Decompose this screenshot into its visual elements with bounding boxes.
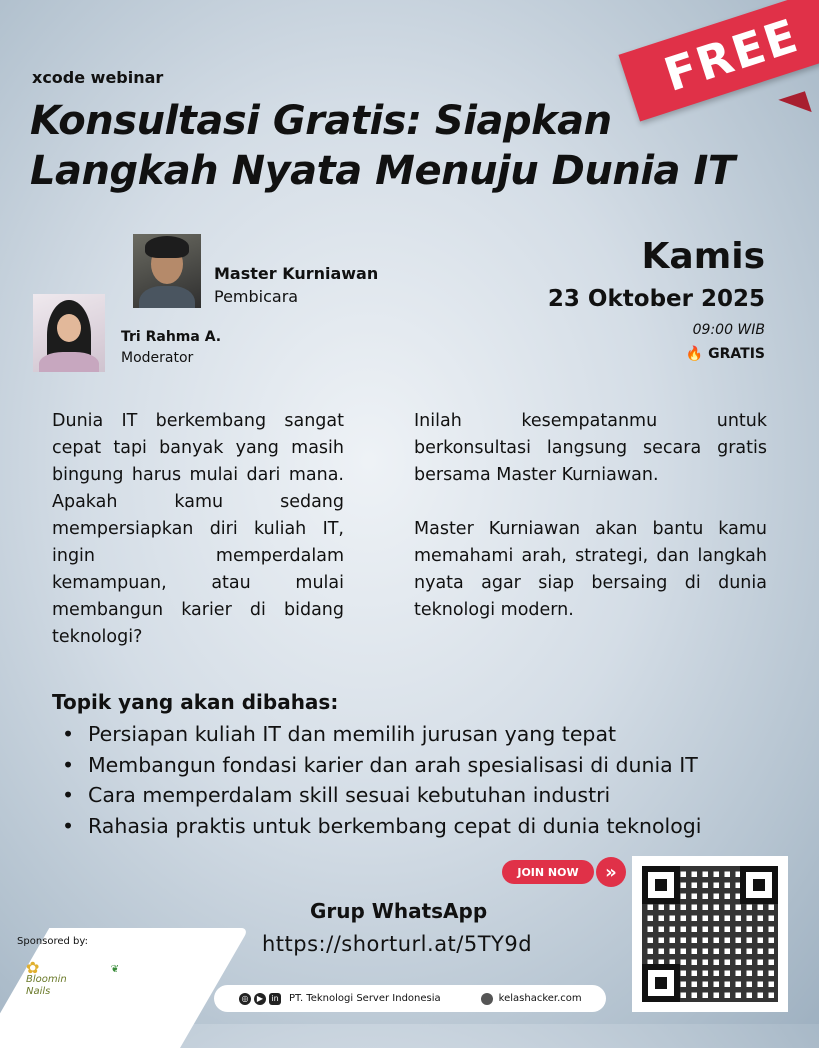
title-line-2: Langkah Nyata Menuju Dunia IT bbox=[30, 148, 735, 194]
sponsor-label: Sponsored by: bbox=[17, 936, 88, 947]
whatsapp-group-label: Grup WhatsApp bbox=[310, 899, 488, 923]
event-price bbox=[686, 346, 765, 362]
topic-item: • Persiapan kuliah IT dan memilih jurusan yang tepat bbox=[62, 719, 701, 750]
title-line-1: Konsultasi Gratis: Siapkan bbox=[30, 98, 612, 144]
moderator-name: Tri Rahma A. bbox=[121, 329, 222, 345]
footer-company: PT. Teknologi Server Indonesia bbox=[289, 993, 441, 1004]
social-icons bbox=[236, 993, 281, 1005]
footer-bar bbox=[214, 985, 606, 1012]
leaf-icon: ❦ bbox=[110, 964, 120, 975]
youtube-icon[interactable]: ▶ bbox=[254, 993, 266, 1005]
join-now-button[interactable]: JOIN NOW bbox=[502, 860, 594, 884]
qr-finder-bottom-left bbox=[642, 964, 680, 1002]
fire-icon: 🔥 bbox=[685, 346, 704, 362]
linkedin-icon[interactable]: in bbox=[269, 993, 281, 1005]
footer-website[interactable]: kelashacker.com bbox=[498, 993, 582, 1004]
speaker-photo-master-kurniawan bbox=[133, 234, 201, 308]
page-title bbox=[30, 96, 735, 196]
flower-icon: ✿ bbox=[26, 958, 40, 977]
moderator-role: Moderator bbox=[121, 350, 194, 366]
qr-finder-top-left bbox=[642, 866, 680, 904]
topic-item: • Rahasia praktis untuk berkembang cepat di dunia teknologi bbox=[62, 811, 701, 842]
sponsor-logo-bloomin-nails bbox=[26, 958, 78, 997]
globe-icon bbox=[481, 993, 493, 1005]
description-right-p2: Master Kurniawan akan bantu kamu memahami arah, strategi, dan langkah nyata agar siap bersaing di dunia teknologi modern. bbox=[414, 519, 767, 620]
event-day: Kamis bbox=[641, 236, 765, 277]
moderator-photo-tri-rahma bbox=[33, 294, 105, 372]
event-price-label: GRATIS bbox=[708, 346, 765, 362]
speaker-role: Pembicara bbox=[214, 287, 299, 306]
instagram-icon[interactable]: ◎ bbox=[239, 993, 251, 1005]
sponsor-logo-leaf bbox=[100, 964, 130, 990]
speaker-name: Master Kurniawan bbox=[214, 264, 379, 283]
event-date: 23 Oktober 2025 bbox=[547, 286, 765, 312]
footer-website-wrap[interactable] bbox=[481, 993, 582, 1005]
brand-label: xcode webinar bbox=[32, 68, 164, 87]
description-right-p1: Inilah kesempatanmu untuk berkonsultasi langsung secara gratis bersama Master Kurniawan. bbox=[414, 411, 767, 485]
topic-item: • Membangun fondasi karier dan arah spesialisasi di dunia IT bbox=[62, 750, 701, 781]
ribbon-tail bbox=[778, 91, 811, 121]
topics-list bbox=[62, 719, 701, 841]
topics-heading: Topik yang akan dibahas: bbox=[52, 690, 339, 714]
description-left: Dunia IT berkembang sangat cepat tapi banyak yang masih bingung harus mulai dari mana. Apakah kamu sedang mempersiapkan diri kuliah IT, ingin memperdalam kemampuan, atau mulai membangun karier di bidang teknologi? bbox=[52, 411, 344, 647]
topic-item: • Cara memperdalam skill sesuai kebutuhan industri bbox=[62, 780, 701, 811]
qr-finder-top-right bbox=[740, 866, 778, 904]
free-ribbon-label: FREE bbox=[657, 8, 806, 102]
sponsor-logo-text: Bloomin Nails bbox=[26, 974, 67, 997]
description-right bbox=[414, 408, 767, 651]
event-time: 09:00 WIB bbox=[692, 322, 765, 338]
qr-code[interactable] bbox=[632, 856, 788, 1012]
whatsapp-group-link[interactable]: https://shorturl.at/5TY9d bbox=[262, 932, 533, 956]
chevrons-right-icon[interactable]: » bbox=[596, 857, 626, 887]
